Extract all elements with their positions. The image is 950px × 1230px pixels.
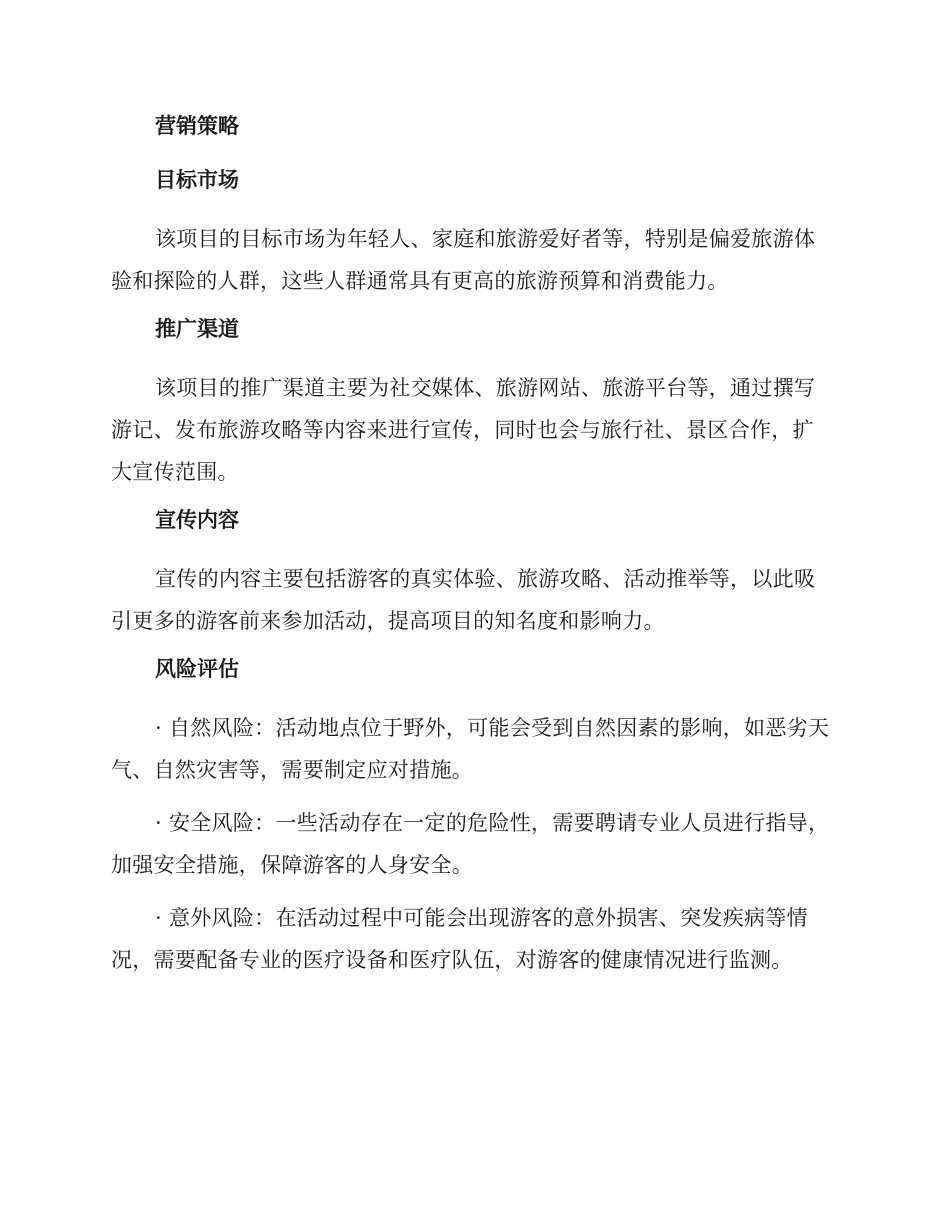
bullet-safety-risk: · 安全风险：一些活动存在一定的危险性，需要聘请专业人员进行指导，加强安全措施，保障游客的人身安全。 <box>111 811 830 877</box>
heading-marketing-strategy: 营销策略 <box>155 114 239 138</box>
paragraph-promotion-content: 宣传的内容主要包括游客的真实体验、旅游攻略、活动推举等，以此吸引更多的游客前来参加活动，提高项目的知名度和影响力。 <box>111 567 816 633</box>
bullet-accident-risk: · 意外风险：在活动过程中可能会出现游客的意外损害、突发疾病等情况，需要配备专业的医疗设备和医疗队伍，对游客的健康情况进行监测。 <box>111 906 808 972</box>
paragraph-target-market: 该项目的目标市场为年轻人、家庭和旅游爱好者等，特别是偏爱旅游体验和探险的人群，这些人群通常具有更高的旅游预算和消费能力。 <box>111 227 816 293</box>
paragraph-promotion-channels: 该项目的推广渠道主要为社交媒体、旅游网站、旅游平台等，通过撰写游记、发布旅游攻略等内容来进行宣传，同时也会与旅行社、景区合作，扩大宣传范围。 <box>111 376 816 484</box>
heading-target-market: 目标市场 <box>155 168 239 192</box>
heading-promotion-content: 宣传内容 <box>155 508 239 532</box>
document-body <box>111 110 831 992</box>
heading-promotion-channels: 推广渠道 <box>155 317 239 341</box>
bullet-natural-risk: · 自然风险：活动地点位于野外，可能会受到自然因素的影响，如恶劣天气、自然灾害等，需要制定应对措施。 <box>111 716 830 782</box>
heading-risk-assessment: 风险评估 <box>155 657 239 681</box>
